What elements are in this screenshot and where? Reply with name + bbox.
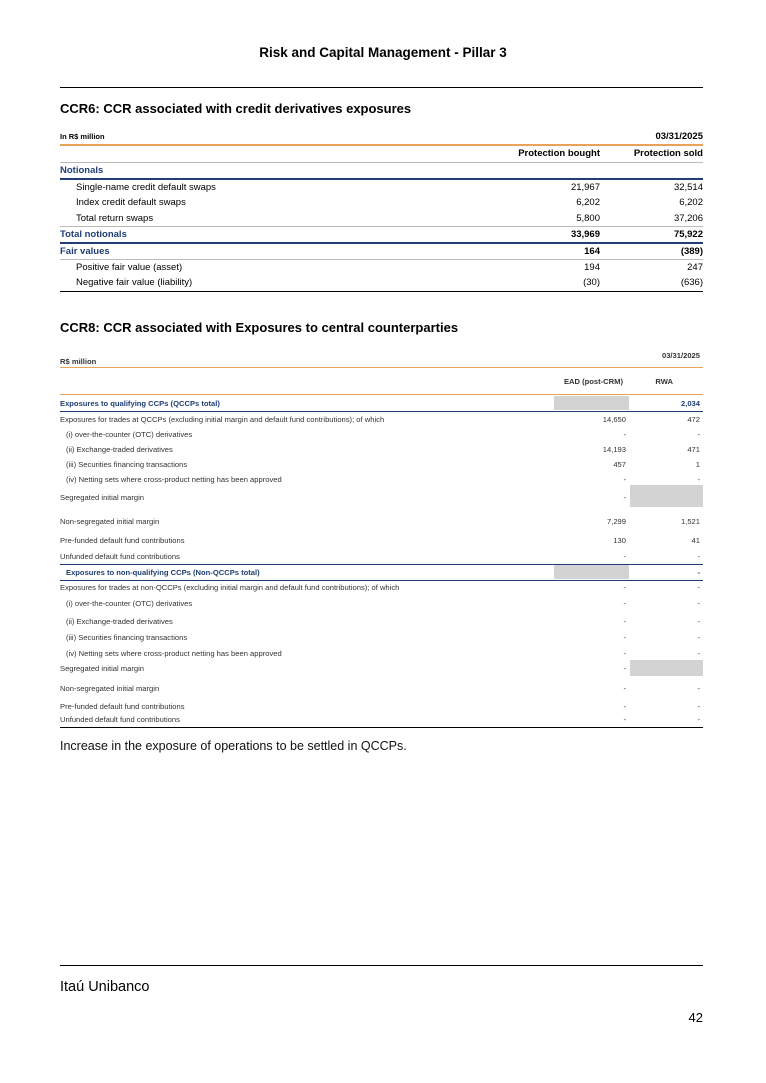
table-row: Fair values 164 (389) (60, 245, 703, 257)
table-row: (iv) Netting sets where cross-product netting has been approved - - (66, 649, 700, 658)
table-row: (i) over-the-counter (OTC) derivatives - - (66, 430, 700, 439)
footer-brand: Itaú Unibanco (60, 979, 150, 995)
table-row: Total return swaps 5,800 37,206 (76, 212, 703, 224)
table-row: Pre-funded default fund contributions 130 41 (60, 536, 700, 545)
table-row: Pre-funded default fund contributions - - (60, 702, 700, 711)
table-row: Segregated initial margin - (60, 493, 626, 502)
table-row: Index credit default swaps 6,202 6,202 (76, 197, 703, 209)
table-row: (iii) Securities financing transactions 457 1 (66, 460, 700, 469)
ccr8-unit: R$ million (60, 357, 97, 366)
table-row: Segregated initial margin - (60, 664, 626, 673)
ccr8-date: 03/31/2025 (661, 351, 700, 360)
page-title: Risk and Capital Management - Pillar 3 (259, 45, 507, 60)
table-row: (ii) Exchange-traded derivatives - - (66, 617, 700, 626)
table-row: Exposures to non-qualifying CCPs (Non-QCCPs total) - (66, 568, 700, 577)
table-row: (ii) Exchange-traded derivatives 14,193 471 (66, 445, 700, 454)
ccr8-col-rwa: RWA (655, 377, 673, 386)
ccr8-table (60, 345, 703, 730)
ccr8-title: CCR8: CCR associated with Exposures to central counterparties (60, 320, 459, 335)
header-rule (60, 87, 703, 88)
header-rule (60, 367, 703, 368)
table-row: Positive fair value (asset) 194 247 (76, 262, 703, 274)
table-row: Exposures to qualifying CCPs (QCCPs total) 2,034 (60, 399, 700, 408)
ccr8-col-ead: EAD (post-CRM) (563, 377, 623, 386)
table-row: (i) over-the-counter (OTC) derivatives - - (66, 599, 700, 608)
table-row: (iii) Securities financing transactions - - (66, 633, 700, 642)
table-row: Total notionals 33,969 75,922 (60, 228, 703, 240)
ccr6-unit: In R$ million (60, 132, 105, 141)
table-row: Single-name credit default swaps 21,967 32,514 (76, 182, 703, 194)
table-row: Unfunded default fund contributions - - (60, 715, 700, 724)
table-row: Unfunded default fund contributions - - (60, 552, 700, 561)
table-row: Negative fair value (liability) (30) (636) (76, 277, 703, 289)
ccr6-col-bought: Protection bought (518, 148, 600, 159)
page-number: 42 (688, 1010, 703, 1025)
ccr6-table (60, 130, 703, 292)
ccr6-title: CCR6: CCR associated with credit derivatives exposures (60, 101, 412, 116)
table-row: Non-segregated initial margin 7,299 1,521 (60, 517, 700, 526)
table-row: Non-segregated initial margin - - (60, 684, 700, 693)
ccr6-date: 03/31/2025 (655, 131, 703, 142)
ccr6-col-sold: Protection sold (633, 148, 703, 159)
note-text: Increase in the exposure of operations to be settled in QCCPs. (60, 739, 407, 753)
table-row: Exposures for trades at QCCPs (excluding initial margin and default fund contributions); of which 14,650 472 (60, 415, 700, 424)
table-row: Exposures for trades at non-QCCPs (excluding initial margin and default fund contributions); of which - - (60, 583, 700, 592)
footer-rule (60, 965, 703, 966)
table-row: (iv) Netting sets where cross-product netting has been approved - - (66, 475, 700, 484)
table-row: Notionals (60, 165, 104, 176)
